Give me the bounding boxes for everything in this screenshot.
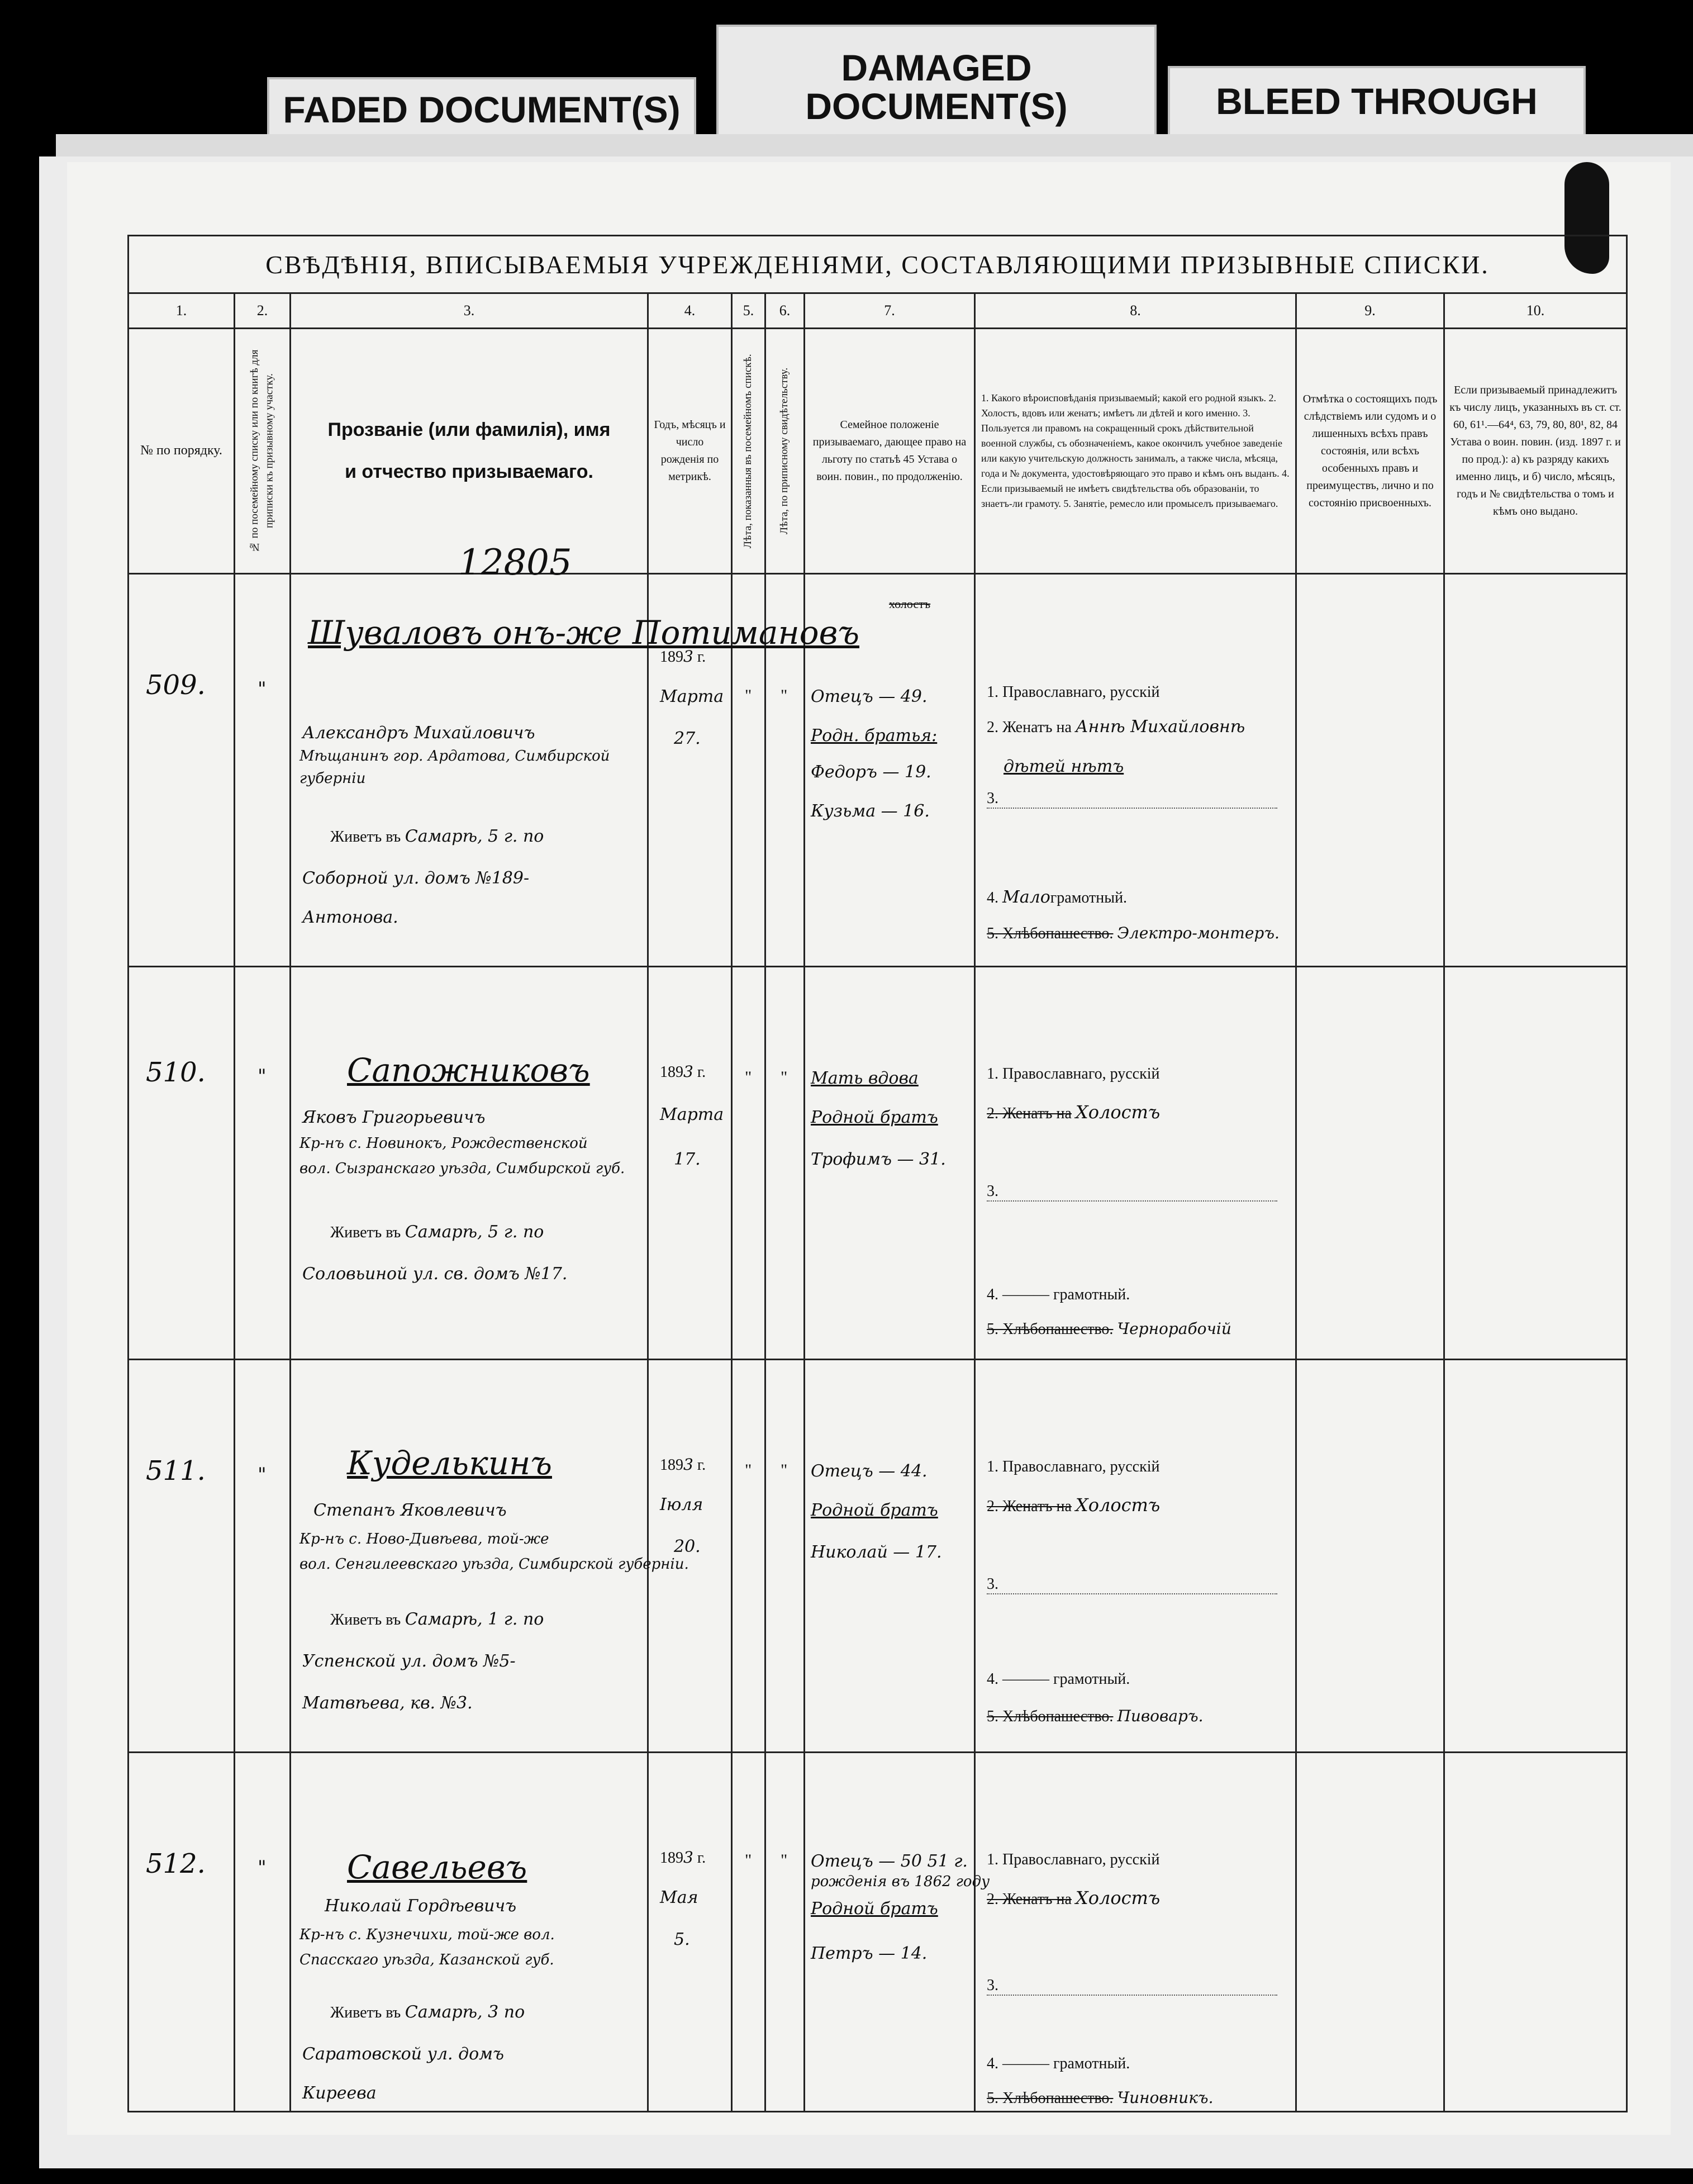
record-number-cell	[129, 574, 235, 967]
record-number: 512.	[146, 1848, 206, 1879]
address-line-1: Соборной ул. домъ №189-	[302, 868, 530, 888]
origin-line-1: Мѣщанинъ гор. Ардатова, Симбирской	[299, 748, 610, 765]
literacy-prefix: 4.	[987, 889, 998, 906]
literacy-value: ———	[1002, 2055, 1049, 2072]
header-full-name	[291, 329, 648, 574]
year-suffix: г.	[697, 1849, 706, 1867]
family-member: Федоръ — 19.	[811, 762, 931, 782]
full-name-cell	[291, 1753, 648, 2112]
family-status-header: холостъ	[889, 597, 931, 611]
header-special-category-text: Если призываемый принадлежитъ къ числу лицъ, указанныхъ въ ст. ст. 60, 61¹.—64⁴, 63, 79, 80, 80¹, 82, 84 Устава о воин. повин. (изд. 1897 г. и по прод.): а) къ разряду какихъ именно лицъ, и б) число, мѣсяцъ, годъ и № свидѣтельства о томъ и кѣмъ оно выдано.	[1449, 384, 1621, 517]
address-line-2: Матвѣева, кв. №3.	[302, 1693, 473, 1713]
ditto-mark: "	[258, 678, 267, 700]
origin-line-1: Кр-нъ с. Ново-Дивѣева, той-же	[299, 1531, 549, 1547]
origin-line-1: Кр-нъ с. Новинокъ, Рождественской	[299, 1135, 588, 1152]
given-name: Николай Гордѣевичъ	[325, 1896, 517, 1916]
origin-line-2: губерніи	[299, 770, 366, 787]
damaged-document-tab	[716, 25, 1157, 150]
header-special-category	[1444, 329, 1627, 574]
marital-value: Холостъ	[1075, 1102, 1161, 1123]
family-member: Николай — 17.	[811, 1542, 942, 1562]
literacy-value: ———	[1002, 1670, 1049, 1688]
surname: Куделькинъ	[347, 1444, 552, 1482]
header-family-status-text: Семейное положеніе призываемаго, дающее право на льготу по статьѣ 45 Устава о воин. повин., по продолженію.	[812, 419, 967, 483]
header-family-list-text: № по посемейному списку или по книгѣ для приписки къ призывному участку.	[248, 349, 275, 553]
ditto-mark: "	[781, 1851, 788, 1869]
origin-line-2: вол. Сызранскаго уѣзда, Симбирской губ.	[299, 1160, 625, 1177]
literacy-suffix: грамотный.	[1053, 2055, 1130, 2072]
year-digit: 3	[683, 1848, 693, 1867]
legal-status-cell	[1296, 1753, 1444, 2112]
ditto-mark: "	[745, 1068, 752, 1086]
record-number: 510.	[146, 1057, 206, 1088]
address-line-1: Саратовской ул. домъ	[302, 2044, 505, 2064]
birth-month: Марта	[660, 1105, 724, 1124]
religion-item: 1. Православнаго, русскій	[987, 683, 1160, 701]
family-status-cell	[805, 1753, 990, 2112]
given-name: Степанъ Яковлевичъ	[313, 1501, 507, 1520]
family-member: Родной братъ	[811, 1501, 938, 1520]
record-number: 509.	[146, 670, 206, 701]
year-digit: 3	[683, 1062, 693, 1081]
header-certificate-age	[765, 329, 805, 574]
marital-value: Холостъ	[1075, 1887, 1161, 1908]
occupation-value: Электро-монтеръ.	[1117, 924, 1280, 942]
children-note: дѣтей нѣтъ	[1004, 757, 1124, 776]
header-religion-education-text: 1. Какого вѣроисповѣданія призываемый; какой его родной языкъ. 2. Холостъ, вдовъ или женатъ; имѣетъ ли дѣтей и кого именно. 3. Пользуется ли правомъ на сокращенный срокъ дѣйствительной военной службы, съ обозначеніемъ, какое окончилъ учебное заведеніе или какую учительскую должность занималъ, а также числа, мѣсяца, года и № документа, удостовѣряющаго это право и кѣмъ онъ выданъ. 4. Если призываемый не имѣетъ свидѣтельства объ образованіи, то знаетъ-ли грамоту. 5. Занятіе, ремесло или промыселъ призываемаго.	[981, 392, 1290, 509]
residence-line	[330, 1999, 525, 2026]
marital-item	[987, 1102, 1160, 1123]
marital-prefix: 2. Женатъ на	[987, 719, 1072, 736]
occupation-item	[987, 924, 1280, 943]
family-member: Отецъ — 49.	[811, 687, 928, 706]
year-prefix: 189	[660, 1456, 683, 1474]
literacy-suffix: грамотный.	[1053, 1286, 1130, 1303]
column-number-2: 2.	[235, 293, 291, 329]
occupation-value: Чернорабочій	[1117, 1319, 1231, 1338]
header-legal-status-text: Отмѣтка о состоящихъ подъ слѣдствіемъ или судомъ и о лишенныхъ всѣхъ правъ состоянія, или всѣхъ особенныхъ правъ и преимуществъ, лично и по состоянію присвоенныхъ.	[1302, 392, 1438, 509]
year-suffix: г.	[697, 1456, 706, 1474]
family-member: Петръ — 14.	[811, 1944, 928, 1963]
family-list-age-cell	[732, 1360, 765, 1753]
table-row	[129, 967, 1627, 1360]
family-member: Трофимъ — 31.	[811, 1150, 946, 1169]
header-certificate-age-text: Лѣта, по приписному свидѣтельству.	[778, 367, 791, 535]
address-line-1: Соловьиной ул. св. домъ №17.	[302, 1264, 568, 1284]
religion-education-cell	[975, 1360, 1296, 1753]
record-number-cell	[129, 967, 235, 1360]
surname: Сапожниковъ	[347, 1051, 590, 1089]
religion-education-cell	[975, 574, 1296, 967]
occupation-prefix: 5. Хлѣбопашество.	[987, 925, 1114, 942]
address-line-1: Успенской ул. домъ №5-	[302, 1651, 516, 1671]
ditto-mark: "	[258, 1065, 267, 1088]
register-title: СВѢДѢНІЯ, ВПИСЫВАЕМЫЯ УЧРЕЖДЕНІЯМИ, СОСТАВЛЯЮЩИМИ ПРИЗЫВНЫЕ СПИСКИ.	[129, 236, 1627, 293]
ditto-mark: "	[745, 1851, 752, 1869]
residence-line	[330, 1219, 544, 1246]
origin-line-1: Кр-нъ с. Кузнечихи, той-же вол.	[299, 1926, 555, 1943]
marital-prefix: 2. Женатъ на	[987, 1891, 1072, 1908]
birth-year	[660, 647, 706, 666]
literacy-prefix: 4.	[987, 2055, 998, 2072]
birth-date-cell	[648, 1360, 732, 1753]
family-list-age-cell	[732, 574, 765, 967]
birth-month: Марта	[660, 687, 724, 706]
literacy-suffix: грамотный.	[1050, 889, 1128, 906]
column-number-10: 10.	[1444, 293, 1627, 329]
certificate-age-cell	[765, 967, 805, 1360]
record-number-cell	[129, 1753, 235, 2112]
residence-line	[330, 823, 544, 850]
family-list-number-cell	[235, 574, 291, 967]
year-prefix: 189	[660, 1849, 683, 1867]
ditto-mark: "	[258, 1857, 267, 1879]
birth-day: 17.	[674, 1150, 701, 1169]
residence-line	[330, 1606, 544, 1633]
year-digit: 3	[683, 1455, 693, 1474]
certificate-age-cell	[765, 574, 805, 967]
birth-year	[660, 1062, 706, 1081]
birth-year	[660, 1455, 706, 1474]
family-member: Кузьма — 16.	[811, 801, 930, 821]
address-line-2: Антонова.	[302, 908, 398, 927]
literacy-value: Мало	[1002, 887, 1050, 907]
damaged-document-label: DAMAGED DOCUMENT(S)	[805, 46, 1068, 127]
occupation-value: Чиновникъ.	[1117, 2088, 1214, 2107]
birth-day: 20.	[674, 1537, 701, 1556]
family-member: Родной братъ	[811, 1899, 938, 1919]
family-member: Мать вдова	[811, 1069, 919, 1088]
literacy-prefix: 4.	[987, 1670, 998, 1688]
ditto-mark: "	[258, 1464, 267, 1486]
family-list-number-cell	[235, 967, 291, 1360]
literacy-item	[987, 887, 1127, 907]
birth-date-cell	[648, 574, 732, 967]
occupation-prefix: 5. Хлѣбопашество.	[987, 2090, 1114, 2107]
header-order-number-text: № по порядку.	[140, 443, 222, 458]
family-member: Родн. братья:	[811, 726, 938, 746]
header-birth-date	[648, 329, 732, 574]
birth-month: Мая	[660, 1888, 698, 1907]
year-suffix: г.	[697, 1063, 706, 1081]
literacy-prefix: 4.	[987, 1286, 998, 1303]
special-category-cell	[1444, 1753, 1627, 2112]
full-name-cell	[291, 967, 648, 1360]
residence-city: Самарѣ, 3 по	[405, 2002, 525, 2022]
column-number-6: 6.	[765, 293, 805, 329]
legal-status-cell	[1296, 967, 1444, 1360]
birth-month: Іюля	[660, 1495, 703, 1514]
bleed-through-label: BLEED THROUGH	[1216, 80, 1538, 122]
family-list-number-cell	[235, 1360, 291, 1753]
birth-day: 27.	[674, 729, 701, 748]
header-family-list-age-text: Лѣта, показанныя въ посемейномъ спискѣ.	[742, 354, 754, 548]
family-list-age-cell	[732, 1753, 765, 2112]
table-row	[129, 574, 1627, 967]
header-full-name-line2: и отчество призываемаго.	[345, 461, 593, 482]
year-prefix: 189	[660, 1063, 683, 1081]
header-order-number	[129, 329, 235, 574]
family-list-number-cell	[235, 1753, 291, 2112]
family-status-cell	[805, 967, 975, 1360]
certificate-age-cell	[765, 1360, 805, 1753]
column-number-4: 4.	[648, 293, 732, 329]
family-status-cell	[805, 1360, 975, 1753]
religion-item: 1. Православнаго, русскій	[987, 1851, 1160, 1868]
header-legal-status	[1296, 329, 1444, 574]
birth-date-cell	[648, 967, 732, 1360]
residence-city: Самарѣ, 5 г. по	[405, 1222, 544, 1242]
certificate-age-cell	[765, 1753, 805, 2112]
occupation-prefix: 5. Хлѣбопашество.	[987, 1708, 1114, 1725]
religion-education-cell	[975, 1753, 1296, 2112]
marital-item	[987, 1494, 1160, 1516]
surname: Шуваловъ онъ-же Потимановъ	[308, 614, 859, 652]
birth-day: 5.	[674, 1930, 690, 1949]
religion-item: 1. Православнаго, русскій	[987, 1065, 1160, 1082]
education-item: 3.	[987, 790, 1277, 809]
header-birth-date-text: Годъ, мѣсяцъ и число рожденія по метрикѣ.	[654, 419, 726, 483]
column-number-9: 9.	[1296, 293, 1444, 329]
occupation-value: Пивоваръ.	[1117, 1707, 1204, 1725]
literacy-item	[987, 1670, 1130, 1688]
table-row	[129, 1360, 1627, 1753]
birth-year	[660, 1848, 706, 1867]
ditto-mark: "	[781, 1461, 788, 1479]
column-number-5: 5.	[732, 293, 765, 329]
header-family-list-number	[235, 329, 291, 574]
faded-document-label: FADED DOCUMENT(S)	[283, 89, 681, 131]
ditto-mark: "	[781, 686, 788, 705]
year-digit: 3	[683, 647, 693, 666]
legal-status-cell	[1296, 1360, 1444, 1753]
archive-stamp-number: 12805	[458, 542, 572, 583]
occupation-item	[987, 2088, 1213, 2107]
education-item: 3.	[987, 1183, 1277, 1202]
religion-education-cell	[975, 967, 1296, 1360]
family-member: Отецъ — 44.	[811, 1461, 928, 1481]
bleed-through-tab	[1168, 66, 1586, 137]
literacy-item	[987, 2055, 1130, 2073]
special-category-cell	[1444, 574, 1627, 967]
family-member: рожденія въ 1862 году	[811, 1873, 990, 1890]
legal-status-cell	[1296, 574, 1444, 967]
birth-date-cell	[648, 1753, 732, 2112]
address-line-2: Киреева	[302, 2083, 377, 2103]
given-name: Александръ Михайловичъ	[302, 723, 535, 743]
marital-prefix: 2. Женатъ на	[987, 1105, 1072, 1122]
marital-item	[987, 1887, 1160, 1908]
column-number-3: 3.	[291, 293, 648, 329]
ditto-mark: "	[781, 1068, 788, 1086]
occupation-prefix: 5. Хлѣбопашество.	[987, 1321, 1114, 1338]
table-row	[129, 1753, 1627, 2112]
marital-value: Аннѣ Михайловнѣ	[1075, 717, 1245, 737]
lives-label: Живетъ въ	[330, 1611, 401, 1628]
lives-label: Живетъ въ	[330, 828, 401, 846]
religion-item: 1. Православнаго, русскій	[987, 1458, 1160, 1475]
marital-item	[987, 717, 1245, 737]
column-number-8: 8.	[975, 293, 1296, 329]
literacy-item	[987, 1286, 1130, 1304]
special-category-cell	[1444, 967, 1627, 1360]
special-category-cell	[1444, 1360, 1627, 1753]
year-prefix: 189	[660, 648, 683, 666]
family-status-cell	[805, 574, 975, 967]
surname: Савельевъ	[347, 1848, 527, 1886]
occupation-item	[987, 1319, 1231, 1338]
faded-document-tab	[267, 77, 696, 143]
family-member: Отецъ — 50 51 г.	[811, 1851, 968, 1871]
record-number-cell	[129, 1360, 235, 1753]
ditto-mark: "	[745, 1461, 752, 1479]
year-suffix: г.	[697, 648, 706, 666]
family-list-age-cell	[732, 967, 765, 1360]
origin-line-2: вол. Сенгилеевскаго уѣзда, Симбирской губерніи.	[299, 1556, 689, 1573]
literacy-value: ———	[1002, 1286, 1049, 1303]
given-name: Яковъ Григорьевичъ	[302, 1108, 486, 1127]
residence-city: Самарѣ, 1 г. по	[405, 1609, 544, 1629]
header-family-list-age	[732, 329, 765, 574]
header-family-status	[805, 329, 975, 574]
header-full-name-line1: Прозваніе (или фамилія), имя	[327, 419, 611, 441]
ditto-mark: "	[745, 686, 752, 705]
literacy-suffix: грамотный.	[1053, 1670, 1130, 1688]
lives-label: Живетъ въ	[330, 1224, 401, 1241]
marital-value: Холостъ	[1075, 1494, 1161, 1516]
record-number: 511.	[146, 1455, 206, 1487]
marital-prefix: 2. Женатъ на	[987, 1498, 1072, 1515]
conscription-register-table	[127, 235, 1626, 2112]
family-member: Родной братъ	[811, 1108, 938, 1127]
column-number-1: 1.	[129, 293, 235, 329]
header-religion-education	[975, 329, 1296, 574]
occupation-item	[987, 1707, 1204, 1726]
education-item: 3.	[987, 1977, 1277, 1996]
column-number-7: 7.	[805, 293, 975, 329]
origin-line-2: Спасскаго уѣзда, Казанской губ.	[299, 1952, 554, 1968]
lives-label: Живетъ въ	[330, 2004, 401, 2021]
education-item: 3.	[987, 1575, 1277, 1594]
residence-city: Самарѣ, 5 г. по	[405, 827, 544, 846]
